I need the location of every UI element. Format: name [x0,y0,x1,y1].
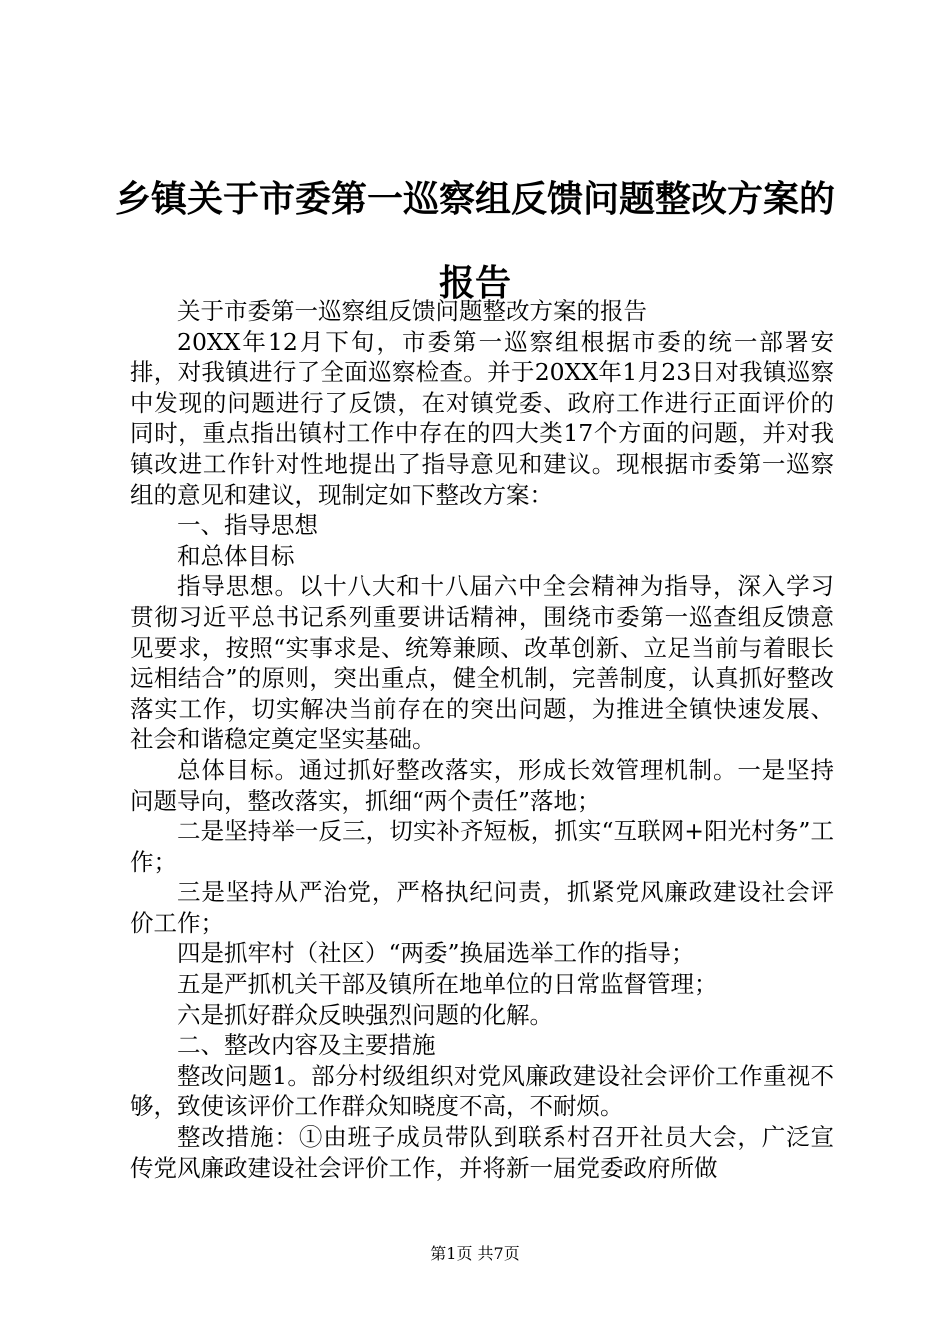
page-footer [0,1244,950,1264]
paragraph: 三是坚持从严治党，严格执纪问责，抓紧党风廉政建设社会评价工作； [130,878,834,937]
title-line-2: 报告 [438,263,511,304]
section-heading: 一、指导思想 [177,511,318,540]
paragraph: 总体目标。通过抓好整改落实，形成长效管理机制。一是坚持问题导向，整改落实，抓细“两个责任”落地； [130,755,834,815]
section-heading: 二、整改内容及主要措施 [177,1031,436,1060]
paragraph: 整改措施：①由班子成员带队到联系村召开社员大会，广泛宣传党风廉政建设社会评价工作，并将新一届党委政府所做 [130,1123,834,1182]
paragraph: 关于市委第一巡察组反馈问题整改方案的报告 [177,297,647,325]
document-body [130,296,834,1183]
paragraph: 六是抓好群众反映强烈问题的化解。 [177,1000,553,1029]
paragraph: 五是严抓机关干部及镇所在地单位的日常监督管理； [177,970,718,999]
section-heading: 和总体目标 [177,541,295,570]
paragraph: 整改问题1。部分村级组织对党风廉政建设社会评价工作重视不够，致使该评价工作群众知晓度不高，不耐烦。 [130,1061,834,1121]
page-number: 第1页 共7页 [430,1244,520,1263]
paragraph: 四是抓牢村（社区）“两委”换届选举工作的指导； [177,939,695,968]
paragraph: 二是坚持举一反三，切实补齐短板，抓实“互联网+阳光村务”工作； [130,817,834,876]
title-line-1: 乡镇关于市委第一巡察组反馈问题整改方案的 [114,179,835,220]
paragraph: 指导思想。以十八大和十八届六中全会精神为指导，深入学习贯彻习近平总书记系列重要讲话精神，围绕市委第一巡查组反馈意见要求，按照“实事求是、统筹兼顾、改革创新、立足当前与着眼长远相结合”的原则，突出重点，健全机制，完善制度，认真抓好整改落实工作，切实解决当前存在的突出问题，为推进全镇快速发展、社会和谐稳定奠定坚实基础。 [130,572,834,754]
paragraph: 20XX年12月下旬，市委第一巡察组根据市委的统一部署安排，对我镇进行了全面巡察检查。并于20XX年1月23日对我镇巡察中发现的问题进行了反馈，在对镇党委、政府工作进行正面评价的同时，重点指出镇村工作中存在的四大类17个方面的问题，并对我镇改进工作针对性地提出了指导意见和建议。现根据市委第一巡察组的意见和建议，现制定如下整改方案： [130,327,834,509]
